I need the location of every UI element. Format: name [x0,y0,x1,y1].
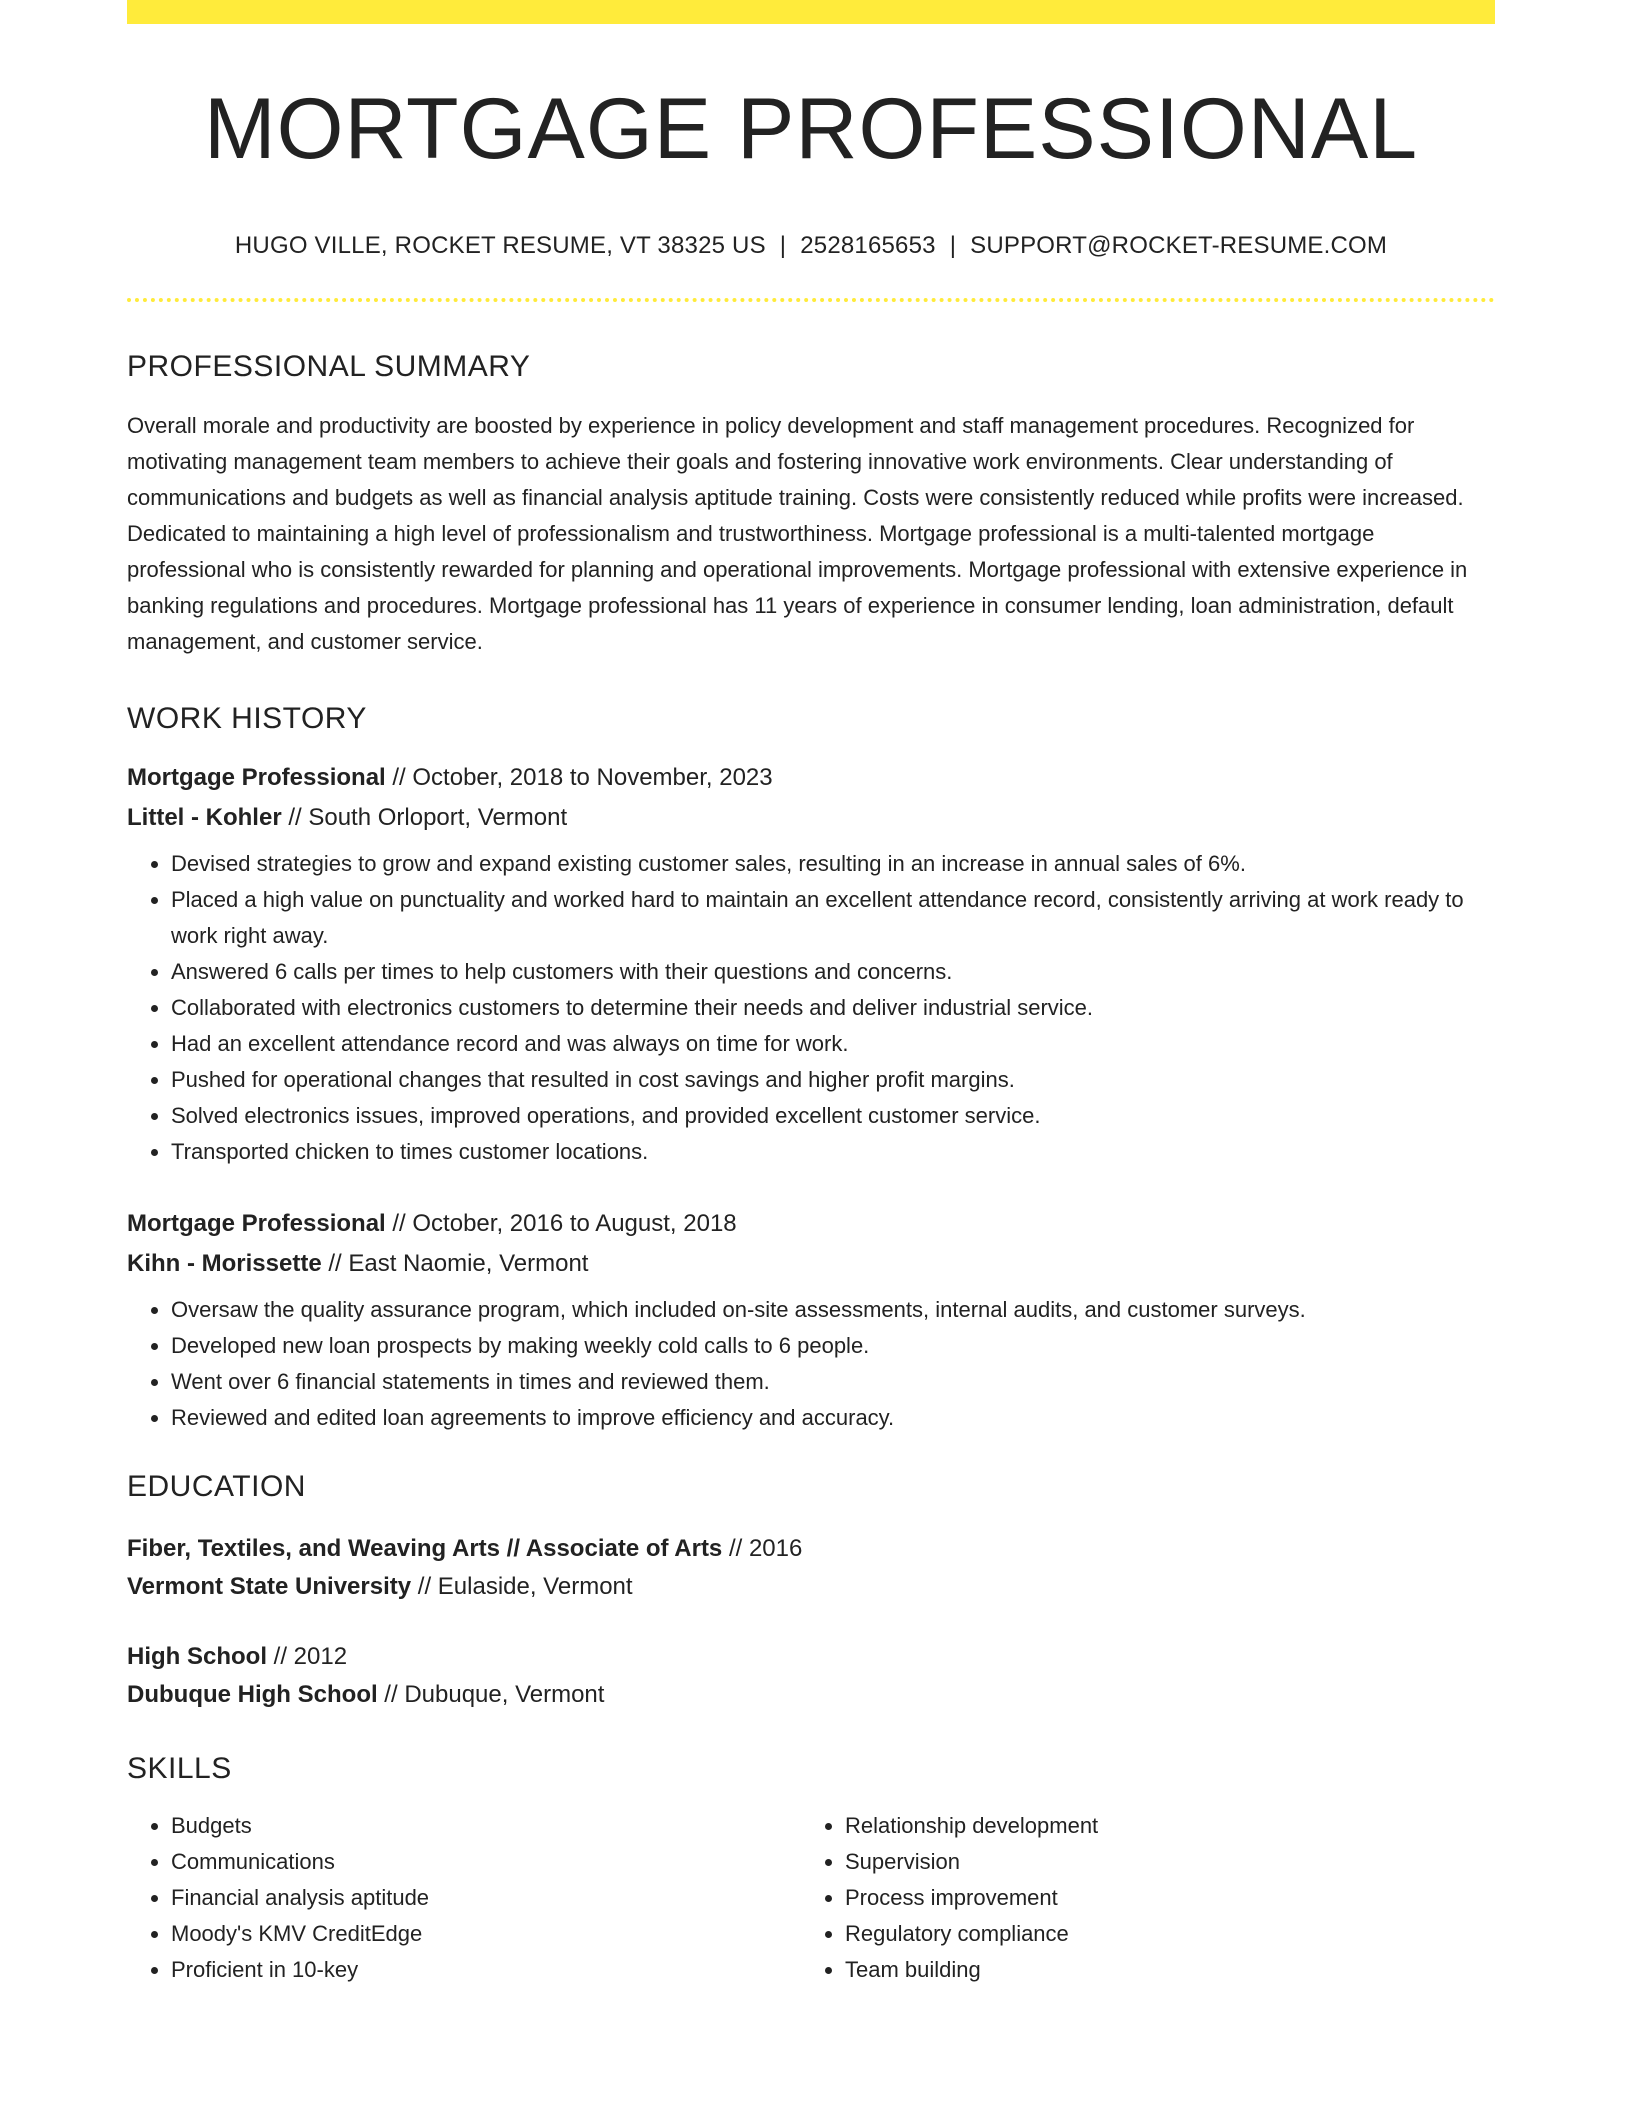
education-year: // 2016 [722,1535,803,1562]
list-item: • Developed new loan prospects by making weekly cold calls to 6 people. [171,1328,1495,1364]
skill-item: • Regulatory compliance [845,1916,1475,1952]
skill-item: • Communications [171,1844,801,1880]
job-company-line [127,1244,1495,1284]
contact-email: SUPPORT@ROCKET-RESUME.COM [970,232,1388,259]
accent-bar [127,0,1495,24]
job-dates: // October, 2018 to November, 2023 [385,764,773,791]
job-company-line [127,798,1495,838]
skills-column-left [127,1808,801,1988]
contact-phone: 2528165653 [800,232,936,259]
section-title-skills: SKILLS [127,1752,232,1785]
skill-item: • Relationship development [845,1808,1475,1844]
job-company: Littel - Kohler [127,804,282,831]
education-location: // Dubuque, Vermont [377,1681,605,1708]
dotted-divider [127,298,1495,302]
contact-separator: | [949,232,957,259]
summary-text: Overall morale and productivity are boosted by experience in policy development and staff management procedures. Recognized for motivating management team members to achieve their goals and fostering innovative work environments. Clear understanding of communications and budgets as well as financial analysis aptitude training. Costs were consistently reduced while profits were increased. Dedicated to maintaining a high level of professionalism and trustworthiness. Mortgage professional is a multi-talented mortgage professional who is consistently rewarded for planning and operational improvements. Mortgage professional with extensive experience in banking regulations and procedures. Mortgage professional has 11 years of experience in consumer lending, loan administration, default management, and customer service. [127,413,1468,654]
skill-item: • Budgets [171,1808,801,1844]
skills-grid [127,1808,1495,1988]
education-degree: High School [127,1643,267,1670]
job-entry [127,758,1495,1170]
education-school: Dubuque High School [127,1681,378,1708]
contact-separator: | [779,232,787,259]
list-item: • Had an excellent attendance record and was always on time for work. [171,1026,1495,1062]
education-school: Vermont State University [127,1573,412,1600]
list-item: • Oversaw the quality assurance program, which included on-site assessments, internal audits, and customer surveys. [171,1292,1495,1328]
list-item: • Collaborated with electronics customers to determine their needs and deliver industrial service. [171,990,1495,1026]
list-item: • Reviewed and edited loan agreements to improve efficiency and accuracy. [171,1400,1495,1436]
job-role: Mortgage Professional [127,1210,386,1237]
contact-address: HUGO VILLE, ROCKET RESUME, VT 38325 US [234,232,766,259]
education-degree: Fiber, Textiles, and Weaving Arts // Associate of Arts [127,1535,723,1562]
resume-page [127,0,1495,1988]
job-title-line [127,1204,1495,1244]
job-company: Kihn - Morissette [127,1250,322,1277]
section-title-work-history: WORK HISTORY [127,702,367,735]
skill-item: • Supervision [845,1844,1475,1880]
list-item: • Transported chicken to times customer locations. [171,1134,1495,1170]
education-location: // Eulaside, Vermont [411,1573,633,1600]
list-item: • Answered 6 calls per times to help customers with their questions and concerns. [171,954,1495,990]
job-location: // East Naomie, Vermont [321,1250,589,1277]
education-entry [127,1638,1495,1714]
list-item: • Devised strategies to grow and expand existing customer sales, resulting in an increase in annual sales of 6%. [171,846,1495,882]
resume-name: MORTGAGE PROFESSIONAL [203,81,1419,177]
job-title-line [127,758,1495,798]
list-item: • Pushed for operational changes that resulted in cost savings and higher profit margins. [171,1062,1495,1098]
education-degree-line [127,1530,1495,1568]
list-item: • Solved electronics issues, improved operations, and provided excellent customer service. [171,1098,1495,1134]
skill-item: • Moody's KMV CreditEdge [171,1916,801,1952]
job-location: // South Orloport, Vermont [281,804,568,831]
job-bullets [127,846,1495,1170]
section-title-summary: PROFESSIONAL SUMMARY [127,350,531,383]
job-entry [127,1204,1495,1436]
skill-item: • Financial analysis aptitude [171,1880,801,1916]
education-entry [127,1530,1495,1606]
job-bullets [127,1292,1495,1436]
education-school-line [127,1568,1495,1606]
skills-column-right [801,1808,1475,1988]
job-dates: // October, 2016 to August, 2018 [385,1210,737,1237]
job-role: Mortgage Professional [127,764,386,791]
education-year: // 2012 [267,1643,348,1670]
list-item: • Went over 6 financial statements in times and reviewed them. [171,1364,1495,1400]
section-title-education: EDUCATION [127,1470,306,1503]
skill-item: • Team building [845,1952,1475,1988]
contact-line [127,234,1495,258]
list-item: • Placed a high value on punctuality and worked hard to maintain an excellent attendance record, consistently arriving at work ready to work right away. [171,882,1495,954]
education-school-line [127,1676,1495,1714]
skill-item: • Process improvement [845,1880,1475,1916]
education-degree-line [127,1638,1495,1676]
skill-item: • Proficient in 10-key [171,1952,801,1988]
